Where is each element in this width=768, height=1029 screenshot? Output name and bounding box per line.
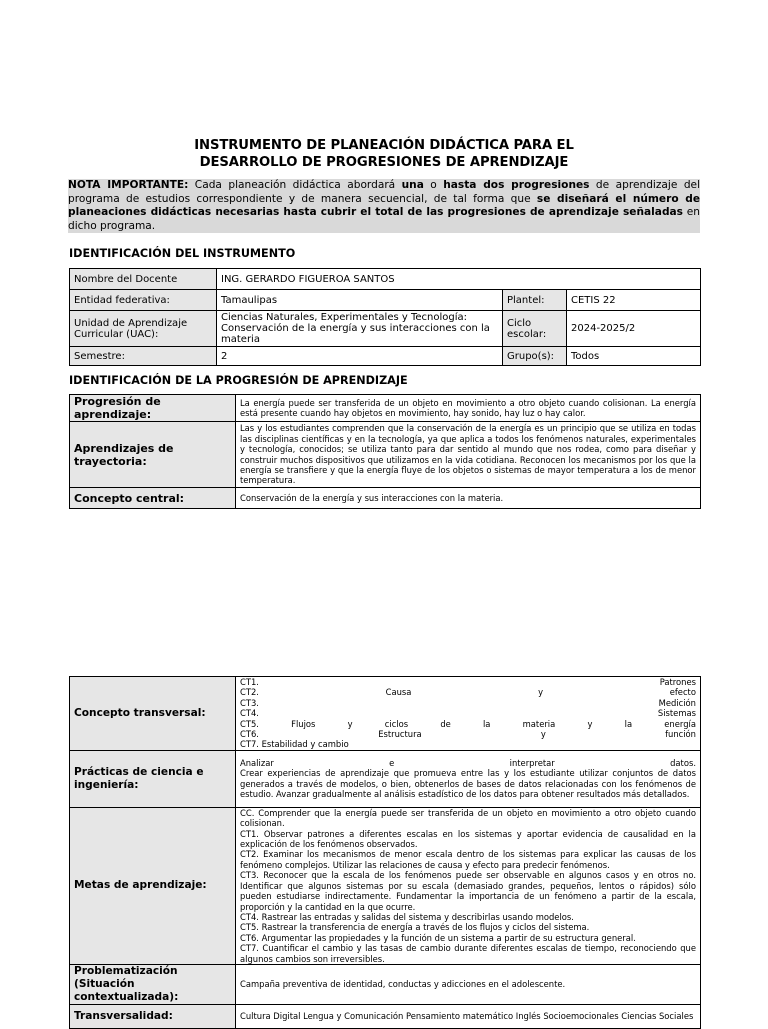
ciclo-label: Ciclo escolar: — [503, 311, 567, 347]
word: de — [440, 718, 451, 729]
entidad-value: Tamaulipas — [217, 290, 503, 311]
practicas-text: Crear experiencias de aprendizaje que promueva entre las y los estudiante utilizar conjuntos de datos generados a través de modelos, o bien, obtenerlos de bases de datos relacionadas con los fenómenos de estudio. Avanzar gradualmente al análisis estadístico de los datos para obtener resultados más detallados. — [240, 768, 696, 800]
word: CT7. Estabilidad y cambio — [240, 739, 349, 750]
table-row — [70, 311, 701, 347]
transversal-line — [240, 687, 696, 697]
transversalidad-value: Cultura Digital Lengua y Comunicación Pensamiento matemático Inglés Socioemocionales Ciencias Sociales — [236, 1004, 701, 1028]
plantel-label: Plantel: — [503, 290, 567, 311]
word: CT6. — [240, 729, 259, 740]
note-text-3: de aprendizaje del programa de estudios correspondiente y de manera secuencial, de tal forma que — [68, 179, 701, 205]
note-text-1: Cada planeación didáctica abordará — [188, 179, 402, 191]
practicas-first-line — [240, 758, 696, 768]
semestre-value: 2 — [217, 347, 503, 366]
metas-list — [240, 808, 696, 964]
table-row — [70, 488, 701, 509]
trayectoria-value: Las y los estudiantes comprenden que la conservación de la energía es un principio que se utiliza en todas las disciplinas científicas y en la tecnología, ya que aplica a todos los fenómenos naturales, experimentales y tecnología, conocidos; se utiliza tanto para dar sentido al mundo que nos rodea, como para diseñar y construir muchos dispositivos que utilizamos en la vida cotidiana. Reconocen los mecanismos por los que la energía se transfiere y que la energía fluye de los objetos o sistemas de mayor temperatura a los de menor temperatura. — [236, 422, 701, 488]
section-heading-instrumento: IDENTIFICACIÓN DEL INSTRUMENTO — [69, 247, 296, 260]
word: Causa — [385, 687, 412, 698]
word: CT3. — [240, 697, 259, 708]
word: Flujos — [291, 718, 316, 729]
meta-item: CT6. Argumentar las propiedades y la función de un sistema a partir de su estructura general. — [240, 932, 636, 943]
progression-table — [69, 394, 701, 509]
practicas-label: Prácticas de ciencia e ingeniería: — [70, 750, 236, 807]
word: CT2. — [240, 687, 259, 698]
note-bold-1: una — [401, 179, 424, 191]
transversal-line — [240, 708, 696, 718]
section-heading-progresion: IDENTIFICACIÓN DE LA PROGRESIÓN DE APRENDIZAJE — [69, 374, 408, 387]
note-bold-3: se diseñará el número de planeaciones didácticas necesarias hasta cubrir el total de las progresiones de aprendizaje señaladas — [68, 192, 701, 219]
word: y — [347, 718, 353, 729]
note-bold-2: hasta dos progresiones — [443, 179, 590, 191]
learning-table — [69, 676, 701, 1029]
grupo-value: Todos — [567, 347, 701, 366]
transversal-label: Concepto transversal: — [70, 677, 236, 751]
word: la — [482, 718, 491, 729]
word: ciclos — [384, 718, 409, 729]
meta-item: CC. Comprender que la energía puede ser transferida de un objeto en movimiento a otro objeto cuando colisionan. — [240, 807, 696, 829]
word: y — [587, 718, 593, 729]
transversal-lines — [240, 677, 696, 750]
title-line-1: INSTRUMENTO DE PLANEACIÓN DIDÁCTICA PARA EL — [194, 138, 574, 153]
note-text-4: en dicho programa. — [68, 206, 700, 232]
transversal-line — [240, 677, 696, 687]
table-row — [70, 677, 701, 751]
word: la — [624, 718, 633, 729]
word: efecto — [669, 687, 696, 698]
docente-label: Nombre del Docente — [70, 269, 217, 290]
title-line-2: DESARROLLO DE PROGRESIONES DE APRENDIZAJE — [199, 155, 569, 170]
table-row — [70, 422, 701, 488]
plantel-value: CETIS 22 — [567, 290, 701, 311]
transversal-line — [240, 698, 696, 708]
transversalidad-label: Transversalidad: — [70, 1004, 236, 1028]
table-row — [70, 347, 701, 366]
word: Estructura — [378, 729, 422, 740]
important-note — [68, 179, 700, 233]
transversal-line — [240, 719, 696, 729]
entidad-label: Entidad federativa: — [70, 290, 217, 311]
table-row — [70, 1004, 701, 1028]
table-row — [70, 964, 701, 1004]
meta-item: CT1. Observar patrones a diferentes escalas en los sistemas y aportar evidencia de causalidad en la explicación de los fenómenos observados. — [240, 828, 696, 850]
meta-item: CT2. Examinar los mecanismos de menor escala dentro de los sistemas para explicar las causas de los fenómeno complejos. Utilizar las relaciones de causa y efecto para predecir fenómenos. — [240, 849, 696, 870]
word: energía — [664, 718, 696, 729]
word: Sistemas — [657, 708, 696, 719]
transversal-line — [240, 729, 696, 739]
uac-value: Ciencias Naturales, Experimentales y Tecnología: Conservación de la energía y sus interacciones con la materia — [217, 311, 503, 347]
progresion-value: La energía puede ser transferida de un objeto en movimiento a otro objeto cuando colisionan. La energía está presente cuando hay objetos en movimiento, hay sonido, hay luz o hay calor. — [236, 395, 701, 422]
meta-item: CT3. Reconocer que la escala de los fenómenos puede ser observable en algunos casos y en otros no. Identificar que algunos sistemas por su escala (demasiado grandes, pequeños, lentos o rápidos) sólo pueden estudiarse indirectamente. Fundamentar la importancia de un fenómeno a partir de la escala, proporción y la cantidad en la que ocurre. — [240, 870, 696, 912]
practicas-value — [236, 750, 701, 807]
table-row — [70, 269, 701, 290]
word: función — [665, 729, 696, 740]
word: interpretar — [509, 758, 555, 769]
meta-item: CT4. Rastrear las entradas y salidas del sistema y describirlas usando modelos. — [240, 911, 574, 922]
document-title — [69, 137, 699, 171]
note-label: NOTA IMPORTANTE: — [68, 179, 189, 191]
word: y — [540, 729, 546, 740]
word: e — [389, 758, 395, 769]
semestre-label: Semestre: — [70, 347, 217, 366]
word: y — [538, 687, 544, 698]
word: datos. — [670, 758, 696, 769]
concepto-central-label: Concepto central: — [70, 488, 236, 509]
word: Patrones — [659, 677, 696, 687]
transversal-value — [236, 677, 701, 751]
word: CT4. — [240, 708, 259, 719]
meta-item: CT7. Cuantificar el cambio y las tasas de cambio durante diferentes escalas de tiempo, reconociendo que algunos cambios son irreversibles. — [240, 943, 696, 964]
table-row — [70, 807, 701, 964]
uac-label: Unidad de Aprendizaje Curricular (UAC): — [70, 311, 217, 347]
transversal-line — [240, 739, 696, 749]
concepto-central-value: Conservación de la energía y sus interacciones con la materia. — [236, 488, 701, 509]
meta-item: CT5. Rastrear la transferencia de energía a través de los flujos y ciclos del sistema. — [240, 922, 590, 933]
word: Analizar — [240, 758, 274, 769]
word: materia — [522, 718, 556, 729]
docente-value: ING. GERARDO FIGUEROA SANTOS — [217, 269, 701, 290]
progresion-label: Progresión de aprendizaje: — [70, 395, 236, 422]
table-row — [70, 290, 701, 311]
note-text-2: o — [423, 179, 444, 191]
grupo-label: Grupo(s): — [503, 347, 567, 366]
word: CT1. — [240, 677, 259, 687]
problematizacion-value: Campaña preventiva de identidad, conductas y adicciones en el adolescente. — [236, 964, 701, 1004]
ciclo-value: 2024-2025/2 — [567, 311, 701, 347]
instrument-table — [69, 268, 701, 366]
trayectoria-label: Aprendizajes de trayectoria: — [70, 422, 236, 488]
table-row — [70, 395, 701, 422]
table-row — [70, 750, 701, 807]
metas-label: Metas de aprendizaje: — [70, 807, 236, 964]
word: CT5. — [240, 718, 259, 729]
problematizacion-label: Problematización (Situación contextualizada): — [70, 964, 236, 1004]
metas-value — [236, 807, 701, 964]
word: Medición — [658, 697, 696, 708]
